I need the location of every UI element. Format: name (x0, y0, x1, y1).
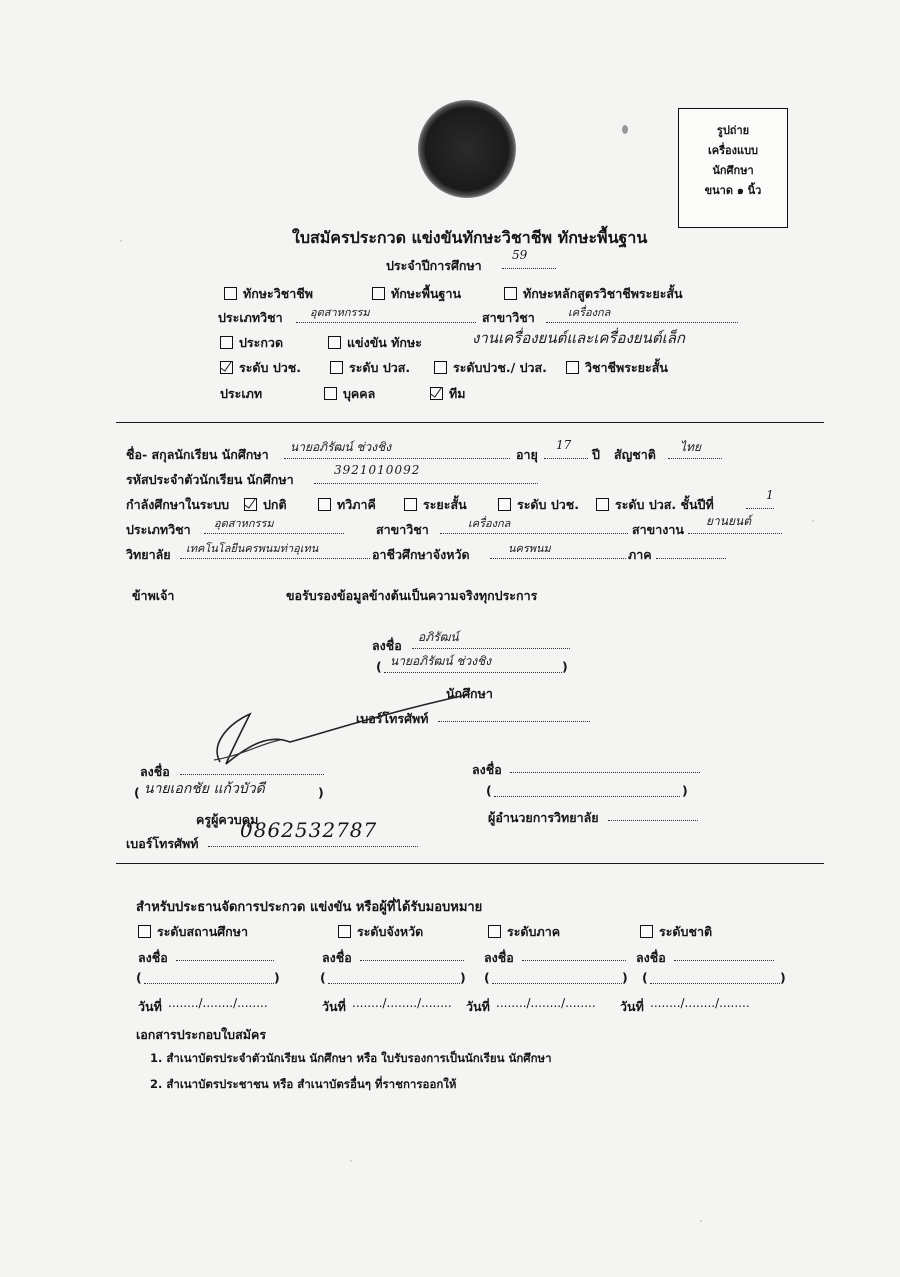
scan-speck (622, 125, 628, 134)
checkbox[interactable] (138, 925, 151, 938)
option-contest[interactable]: ประกวด (220, 333, 283, 353)
advisor-phone-label: เบอร์โทรศัพท์ (126, 836, 199, 851)
checkbox-checked[interactable] (220, 361, 233, 374)
province-label: อาชีวศึกษาจังหวัด (372, 547, 470, 562)
student-printname-value[interactable]: นายอภิรัฒน์ ช่วงชิง (390, 654, 492, 668)
attachment-item: 2. สำเนาบัตรประชาชน หรือ สำเนาบัตรอื่นๆ ที่ราชการออกให้ (150, 1077, 457, 1091)
student-subject-type-value[interactable]: อุตสาหกรรม (214, 517, 274, 530)
student-major-line (440, 533, 628, 534)
org-name-line (328, 983, 460, 984)
checkbox[interactable] (596, 498, 609, 511)
checkbox[interactable] (566, 361, 579, 374)
checkbox[interactable] (328, 336, 341, 349)
system-label: กำลังศึกษาในระบบ (126, 497, 230, 512)
skill-type-short-course[interactable]: ทักษะหลักสูตรวิชาชีพระยะสั้น (504, 284, 683, 304)
system-regular[interactable]: ปกติ (244, 495, 287, 515)
org-name-line (492, 983, 622, 984)
certify-me-label: ข้าพเจ้า (132, 588, 175, 603)
nationality-label: สัญชาติ (614, 447, 656, 462)
age-value[interactable]: 17 (556, 438, 572, 452)
age-unit: ปี (592, 447, 600, 462)
student-subject-type-label: ประเภทวิชา (126, 522, 191, 537)
level-high-vocational[interactable]: ระดับ ปวส. (330, 358, 410, 378)
nationality-value[interactable]: ไทย (680, 440, 701, 454)
checkbox[interactable] (434, 361, 447, 374)
field-label: สาขางาน (632, 522, 684, 537)
paren-open: ( (486, 783, 492, 798)
org-date-line[interactable]: ......../......../........ (168, 996, 268, 1010)
certify-statement: ขอรับรองข้อมูลข้างต้นเป็นความจริงทุกประการ (286, 588, 538, 603)
checkbox[interactable] (488, 925, 501, 938)
org-name-line (144, 983, 274, 984)
advisor-role: ครูผู้ควบคุม (196, 812, 259, 827)
level-vocational-cert[interactable]: ระดับ ปวช. (220, 358, 301, 378)
org-date-line[interactable]: ......../......../........ (352, 996, 452, 1010)
region-label: ภาค (628, 547, 652, 562)
field-value[interactable]: ยานยนต์ (706, 514, 751, 528)
student-name-label: ชื่อ- สกุลนักเรียน นักศึกษา (126, 447, 269, 462)
advisor-signature-scribble (180, 684, 480, 774)
paren-open: ( (134, 785, 140, 800)
subject-type-line (296, 322, 476, 323)
checkbox[interactable] (640, 925, 653, 938)
system-short[interactable]: ระยะสั้น (404, 495, 467, 515)
province-line (490, 558, 626, 559)
student-id-value[interactable]: 3921010092 (334, 463, 421, 477)
director-sign-line (510, 772, 700, 773)
org-level-school[interactable]: ระดับสถานศึกษา (138, 922, 248, 942)
category-individual[interactable]: บุคคล (324, 384, 375, 404)
checkbox[interactable] (372, 287, 385, 300)
org-date-label: วันที่ (138, 999, 162, 1014)
student-sign-line (412, 648, 570, 649)
student-major-value[interactable]: เครื่องกล (468, 517, 511, 530)
advisor-phone-value[interactable]: 0862532787 (240, 818, 378, 842)
student-major-label: สาขาวิชา (376, 522, 429, 537)
category-team[interactable]: ทีม (430, 384, 465, 404)
province-value[interactable]: นครพนม (508, 542, 551, 555)
advisor-name-value[interactable]: นายเอกชัย แก้วบัวดี (144, 781, 265, 797)
college-label: วิทยาลัย (126, 547, 171, 562)
org-level-national[interactable]: ระดับชาติ (640, 922, 712, 942)
college-value[interactable]: เทคโนโลยีนครพนมท่าอุเทน (186, 542, 319, 555)
section-divider (116, 422, 824, 423)
scan-speck (700, 1220, 702, 1222)
field-line (688, 533, 782, 534)
scan-speck (120, 240, 122, 242)
checkbox[interactable] (220, 336, 233, 349)
year-line (502, 268, 556, 269)
paren-open: ( (320, 970, 326, 985)
skill-value[interactable]: งานเครื่องยนต์และเครื่องยนต์เล็ก (472, 329, 685, 347)
org-level-region[interactable]: ระดับภาค (488, 922, 560, 942)
student-subject-type-line (204, 533, 344, 534)
photo-line: รูปถ่าย (716, 124, 750, 137)
region-line (656, 558, 726, 559)
major-label: สาขาวิชา (482, 310, 535, 325)
student-name-value[interactable]: นายอภิรัฒน์ ช่วงชิง (290, 440, 392, 454)
advisor-sign-line (180, 774, 324, 775)
checkbox[interactable] (504, 287, 517, 300)
director-sign-label: ลงชื่อ (472, 762, 502, 777)
system-high-vocational[interactable]: ระดับ ปวส. ชั้นปีที่ (596, 495, 714, 515)
paren-open: ( (376, 659, 382, 674)
checkbox[interactable] (224, 287, 237, 300)
paren-close: ) (274, 970, 280, 985)
system-dual[interactable]: ทวิภาคี (318, 495, 376, 515)
org-date-label: วันที่ (322, 999, 346, 1014)
checkbox[interactable] (404, 498, 417, 511)
org-date-line[interactable]: ......../......../........ (496, 996, 596, 1010)
section-divider (116, 863, 824, 864)
student-printname-line (384, 672, 562, 673)
attachments-title: เอกสารประกอบใบสมัคร (136, 1027, 267, 1042)
level-both[interactable]: ระดับปวช./ ปวส. (434, 358, 547, 378)
advisor-sign-label: ลงชื่อ (140, 764, 170, 779)
student-sign-label: ลงชื่อ (372, 638, 402, 653)
year-of-study-value[interactable]: 1 (766, 488, 774, 502)
skill-type-basic[interactable]: ทักษะพื้นฐาน (372, 284, 461, 304)
paren-close: ) (318, 785, 324, 800)
org-sign-label: ลงชื่อ (484, 950, 514, 965)
nationality-line (668, 458, 722, 459)
director-name-line (494, 796, 680, 797)
org-sign-label: ลงชื่อ (138, 950, 168, 965)
checkbox[interactable] (318, 498, 331, 511)
checkbox[interactable] (330, 361, 343, 374)
scan-speck (350, 1160, 352, 1162)
student-sign-value[interactable]: อภิรัฒน์ (418, 630, 459, 644)
organizer-title: สำหรับประธานจัดการประกวด แข่งขัน หรือผู้ที่ได้รับมอบหมาย (136, 900, 483, 915)
skill-type-professional[interactable]: ทักษะวิชาชีพ (224, 284, 313, 304)
paren-open: ( (136, 970, 142, 985)
checkbox-checked[interactable] (244, 498, 257, 511)
paren-close: ) (780, 970, 786, 985)
form-title: ใบสมัครประกวด แข่งขันทักษะวิชาชีพ ทักษะพื้นฐาน (292, 228, 648, 247)
scan-speck (812, 520, 814, 522)
paren-close: ) (622, 970, 628, 985)
director-role-line (608, 820, 698, 821)
paren-open: ( (642, 970, 648, 985)
college-line (180, 558, 370, 559)
photo-line: นักศึกษา (712, 164, 754, 177)
org-date-label: วันที่ (466, 999, 490, 1014)
paren-open: ( (484, 970, 490, 985)
checkbox[interactable] (338, 925, 351, 938)
major-line (546, 322, 738, 323)
subject-type-label: ประเภทวิชา (218, 310, 283, 325)
level-short-course[interactable]: วิชาชีพระยะสั้น (566, 358, 668, 378)
advisor-phone-line (208, 846, 418, 847)
year-label: ประจำปีการศึกษา (386, 258, 482, 273)
category-label: ประเภท (220, 386, 263, 401)
student-role: นักศึกษา (446, 686, 493, 701)
org-sign-label: ลงชื่อ (636, 950, 666, 965)
system-vocational-cert[interactable]: ระดับ ปวช. (498, 495, 579, 515)
org-sign-line (360, 960, 464, 961)
checkbox[interactable] (498, 498, 511, 511)
checkbox[interactable] (324, 387, 337, 400)
subject-type-value[interactable]: อุตสาหกรรม (310, 306, 370, 319)
attachment-item: 1. สำเนาบัตรประจำตัวนักเรียน นักศึกษา หรือ ใบรับรองการเป็นนักเรียน นักศึกษา (150, 1051, 552, 1065)
org-sign-label: ลงชื่อ (322, 950, 352, 965)
director-role: ผู้อำนวยการวิทยาลัย (488, 810, 599, 825)
photo-line: เครื่องแบบ (707, 144, 759, 157)
age-line (544, 458, 588, 459)
checkbox-checked[interactable] (430, 387, 443, 400)
org-date-label: วันที่ (620, 999, 644, 1014)
major-value[interactable]: เครื่องกล (568, 306, 611, 319)
org-date-line[interactable]: ......../......../........ (650, 996, 750, 1010)
org-sign-line (674, 960, 774, 961)
option-competition[interactable]: แข่งขัน ทักษะ (328, 333, 422, 353)
year-value[interactable]: 59 (512, 248, 528, 262)
paren-close: ) (460, 970, 466, 985)
student-name-line (284, 458, 510, 459)
org-level-province[interactable]: ระดับจังหวัด (338, 922, 423, 942)
org-name-line (650, 983, 780, 984)
org-sign-line (522, 960, 626, 961)
student-id-label: รหัสประจำตัวนักเรียน นักศึกษา (126, 472, 294, 487)
paren-close: ) (682, 783, 688, 798)
photo-line: ขนาด ๑ นิ้ว (704, 184, 762, 197)
photo-placeholder-box (678, 108, 788, 228)
student-id-line (314, 483, 538, 484)
org-sign-line (176, 960, 274, 961)
emblem-seal (418, 100, 516, 198)
year-of-study-line (746, 508, 774, 509)
student-phone-label: เบอร์โทรศัพท์ (356, 711, 429, 726)
age-label: อายุ (516, 447, 538, 462)
paren-close: ) (562, 659, 568, 674)
